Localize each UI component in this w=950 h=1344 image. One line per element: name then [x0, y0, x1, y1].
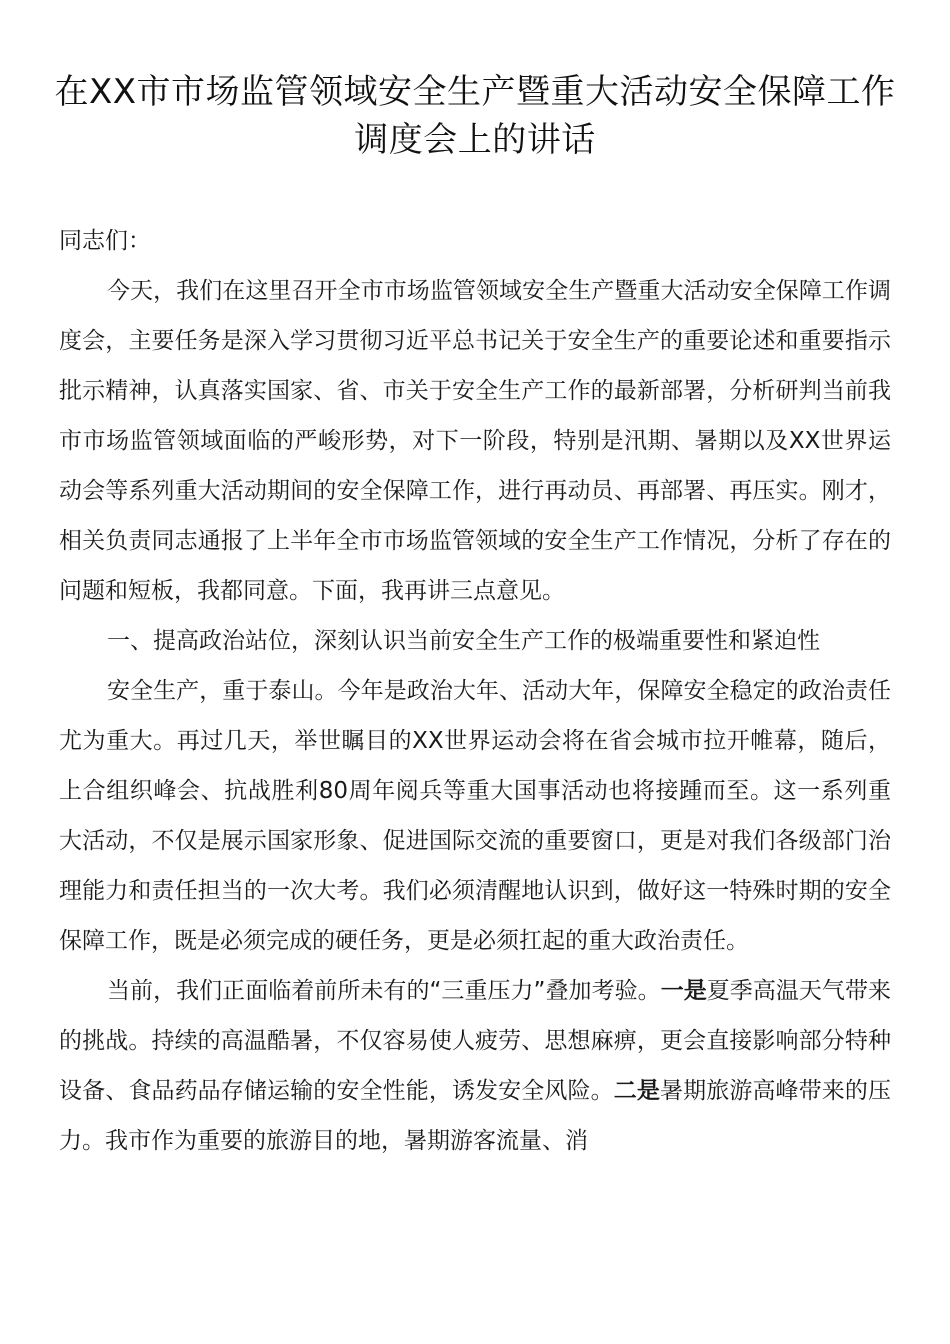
paragraph-intro-text: 当前，我们正面临着前所未有的“三重压力”叠加考验。	[107, 978, 661, 1004]
point-text-first: 夏季高温天气带来的挑战。持续的高温酷暑，不仅容易使人疲劳、思想麻痹，更会直接影响部分特种设备、食品药品存储运输的安全性能，诱发安全风险。	[59, 978, 892, 1104]
point-marker-first: 一是	[660, 978, 707, 1004]
paragraph-opening: 今天，我们在这里召开全市市场监管领域安全生产暨重大活动安全保障工作调度会，主要任务是深入学习贯彻习近平总书记关于安全生产的重要论述和重要指示批示精神，认真落实国家、省、市关于安全生产工作的最新部署，分析研判当前我市市场监管领域面临的严峻形势，对下一阶段，特别是汛期、暑期以及XX世界运动会等系列重大活动期间的安全保障工作，进行再动员、再部署、再压实。刚才，相关负责同志通报了上半年全市市场监管领域的安全生产工作情况，分析了存在的问题和短板，我都同意。下面，我再讲三点意见。	[59, 278, 891, 604]
point-marker-second: 二是	[613, 1078, 660, 1104]
salutation: 同志们：	[59, 228, 151, 254]
paragraph-three-pressures	[59, 966, 891, 1166]
document-title: 在XX市市场监管领域安全生产暨重大活动安全保障工作调度会上的讲话	[54, 72, 896, 160]
document-body	[59, 216, 891, 1166]
point-text-second: 暑期旅游高峰带来的压力。我市作为重要的旅游目的地，暑期游客流量、消	[59, 1078, 892, 1154]
paragraph-safety-importance: 安全生产，重于泰山。今年是政治大年、活动大年，保障安全稳定的政治责任尤为重大。再过几天，举世瞩目的XX世界运动会将在省会城市拉开帷幕，随后，上合组织峰会、抗战胜利80周年阅兵等重大国事活动也将接踵而至。这一系列重大活动，不仅是展示国家形象、促进国际交流的重要窗口，更是对我们各级部门治理能力和责任担当的一次大考。我们必须清醒地认识到，做好这一特殊时期的安全保障工作，既是必须完成的硬任务，更是必须扛起的重大政治责任。	[59, 678, 891, 954]
section-heading-1: 一、提高政治站位，深刻认识当前安全生产工作的极端重要性和紧迫性	[107, 628, 820, 654]
